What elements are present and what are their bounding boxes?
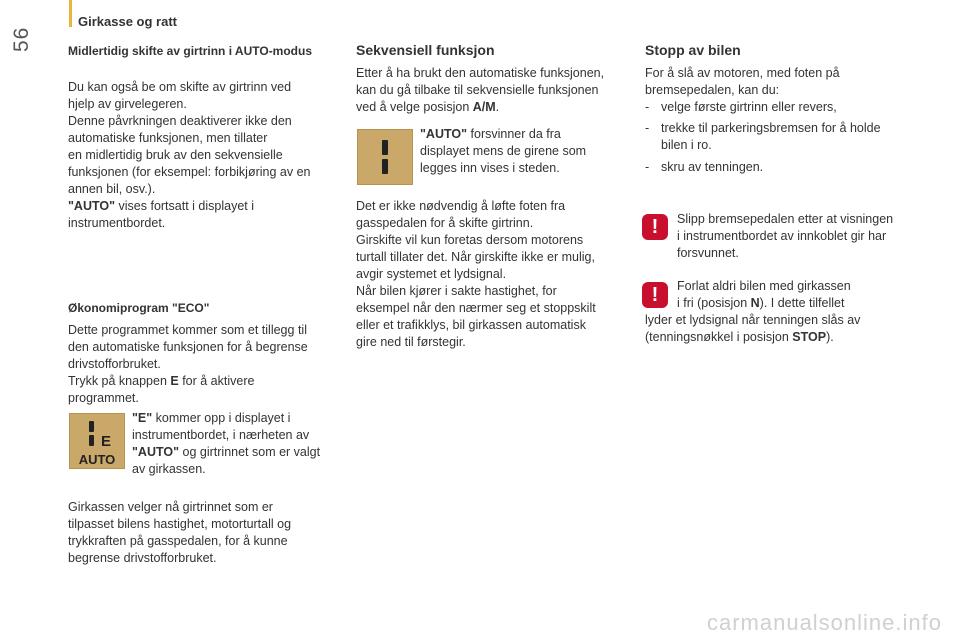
text-line: programmet.: [68, 391, 139, 405]
text-line: begrense drivstofforbruket.: [68, 551, 217, 565]
text-line: Girkassen velger nå girtrinnet som er: [68, 500, 273, 514]
section-title: Girkasse og ratt: [78, 14, 177, 29]
text-line: bilen i ro.: [661, 138, 712, 152]
position-am: A/M: [472, 100, 496, 114]
bullet-dash: -: [645, 100, 650, 114]
heading-sequential: Sekvensiell funksjon: [356, 42, 495, 58]
text-line: kan du gå tilbake til sekvensielle funksjonen: [356, 83, 599, 97]
text-line: en midlertidig bruk av den sekvensielle: [68, 148, 283, 162]
stopping-bullet-1: [645, 99, 925, 116]
list-item: [645, 120, 925, 137]
heading-stopping: Stopp av bilen: [645, 42, 741, 58]
text-fragment: og girtrinnet som er valgt: [179, 445, 321, 459]
text-line: [132, 444, 347, 461]
position-stop: STOP: [792, 330, 827, 344]
text-line: eller et trafikklys, bil girkassen automatisk: [356, 318, 586, 332]
text-line: displayet mens de girene som: [420, 144, 587, 158]
text-line: instrumentbordet.: [68, 216, 166, 230]
text-line: automatiske funksjonen, men tillater: [68, 131, 268, 145]
page-number: 56: [10, 26, 33, 52]
text-line: [68, 373, 343, 390]
warning-1-text: [677, 211, 927, 262]
warning-icon: [642, 282, 668, 308]
sequential-body: [356, 198, 641, 351]
text-fragment: for å aktivere: [178, 374, 255, 388]
col1-para1: [68, 79, 343, 232]
text-fragment: velge første girtrinn eller revers,: [661, 100, 837, 114]
text-line: Du kan også be om skifte av girtrinn ved: [68, 80, 292, 94]
eco-section: [68, 300, 343, 317]
text-fragment: i fri (posisjon: [677, 296, 751, 310]
auto-label: "AUTO": [68, 199, 116, 213]
text-fragment: .: [495, 100, 500, 114]
stopping-bullet-3: [645, 159, 925, 176]
text-line: Forlat aldri bilen med girkassen: [677, 279, 851, 293]
heading-temporary-shift: Midlertidig skifte av girtrinn i AUTO-modus: [68, 44, 313, 58]
eco-final-text: [68, 499, 343, 567]
text-line: Girskifte vil kun foretas dersom motorens: [356, 233, 584, 247]
position-n: N: [750, 296, 760, 310]
column-2: [356, 42, 636, 59]
e-label: "E": [132, 411, 153, 425]
text-fragment: forsvinner da fra: [467, 127, 561, 141]
text-line: drivstofforbruket.: [68, 357, 161, 371]
list-item: [645, 99, 925, 116]
section-accent-bar: [69, 0, 72, 27]
text-fragment: (tenningsnøkkel i posisjon: [645, 330, 793, 344]
eco-display-text: [132, 410, 347, 478]
text-line: i instrumentbordet av innkoblet gir har: [677, 229, 887, 243]
text-line: Når bilen kjører i sakte hastighet, for: [356, 284, 557, 298]
text-line: avgir systemet et lydsignal.: [356, 267, 507, 281]
column-1: [68, 43, 343, 60]
text-line: Det er ikke nødvendig å løfte foten fra: [356, 199, 566, 213]
text-line: forsvunnet.: [677, 246, 739, 260]
warning-2-bottom: [645, 312, 930, 346]
exclamation-glyph: !: [651, 284, 659, 306]
text-line: [420, 126, 630, 143]
text-line: den automatiske funksjonen for å begrense: [68, 340, 308, 354]
exclamation-glyph: !: [651, 216, 659, 238]
text-line: lyder et lydsignal når tenningen slås av: [645, 313, 861, 327]
auto-label: "AUTO": [420, 127, 468, 141]
text-fragment: skru av tenningen.: [661, 160, 764, 174]
text-line: tilpasset bilens hastighet, motorturtall og: [68, 517, 292, 531]
text-line: [677, 295, 927, 312]
warning-icon: [642, 214, 668, 240]
column-3: [645, 42, 925, 59]
warning-2-top: [677, 278, 927, 312]
gear-display-icon: [358, 130, 412, 184]
text-line: [645, 329, 930, 346]
text-line: legges inn vises i steden.: [420, 161, 560, 175]
text-line: [68, 198, 343, 215]
text-line: funksjonen (for eksempel: forbikjøring av en: [68, 165, 311, 179]
text-line: Slipp bremsepedalen etter at visningen: [677, 212, 894, 226]
sequential-display-icon: [357, 129, 413, 185]
text-fragment: vises fortsatt i displayet i: [115, 199, 254, 213]
list-item: [645, 159, 925, 176]
text-line: turtall tillater det. Når girskifte ikke er mulig,: [356, 250, 595, 264]
text-line: gire ned til førstegir.: [356, 335, 466, 349]
text-line: Etter å ha brukt den automatiske funksjonen,: [356, 66, 605, 80]
e-glyph: E: [100, 433, 112, 450]
text-line: av girkassen.: [132, 462, 206, 476]
key-e: E: [170, 374, 179, 388]
gear-display-icon: [70, 414, 124, 468]
text-line: gasspedalen for å skifte girtrinn.: [356, 216, 534, 230]
watermark: carmanualsonline.info: [706, 610, 942, 635]
text-line: [132, 410, 347, 427]
text-line: hjelp av girvelegeren.: [68, 97, 187, 111]
eco-auto-display-icon: [69, 413, 125, 469]
text-line: bremsepedalen, kan du:: [645, 83, 780, 97]
text-fragment: ). I dette tilfellet: [759, 296, 845, 310]
text-line: annen bil, osv.).: [68, 182, 156, 196]
text-line: Dette programmet kommer som et tillegg til: [68, 323, 307, 337]
stopping-bullet-2: [645, 120, 925, 154]
text-line: [356, 99, 636, 116]
auto-glyph: AUTO: [78, 452, 116, 467]
text-fragment: kommer opp i displayet i: [152, 411, 291, 425]
text-line: trykkraften på gasspedalen, for å kunne: [68, 534, 288, 548]
sequential-intro: [356, 65, 636, 116]
eco-text: [68, 322, 343, 407]
bullet-dash: -: [645, 160, 650, 174]
text-fragment: ).: [826, 330, 834, 344]
stopping-intro: [645, 65, 925, 99]
text-line: For å slå av motoren, med foten på: [645, 66, 840, 80]
bullet-dash: -: [645, 121, 650, 135]
text-line: eksempel når den nærmer seg et stoppskilt: [356, 301, 596, 315]
text-line: instrumentbordet, i nærheten av: [132, 428, 310, 442]
text-fragment: trekke til parkeringsbremsen for å holde: [661, 121, 881, 135]
text-fragment: ved å velge posisjon: [356, 100, 473, 114]
heading-eco: Økonomiprogram "ECO": [68, 301, 210, 315]
sequential-display-text: [420, 126, 630, 177]
text-line: Denne påvrkningen deaktiverer ikke den: [68, 114, 292, 128]
auto-label: "AUTO": [132, 445, 180, 459]
text-fragment: Trykk på knappen: [68, 374, 171, 388]
